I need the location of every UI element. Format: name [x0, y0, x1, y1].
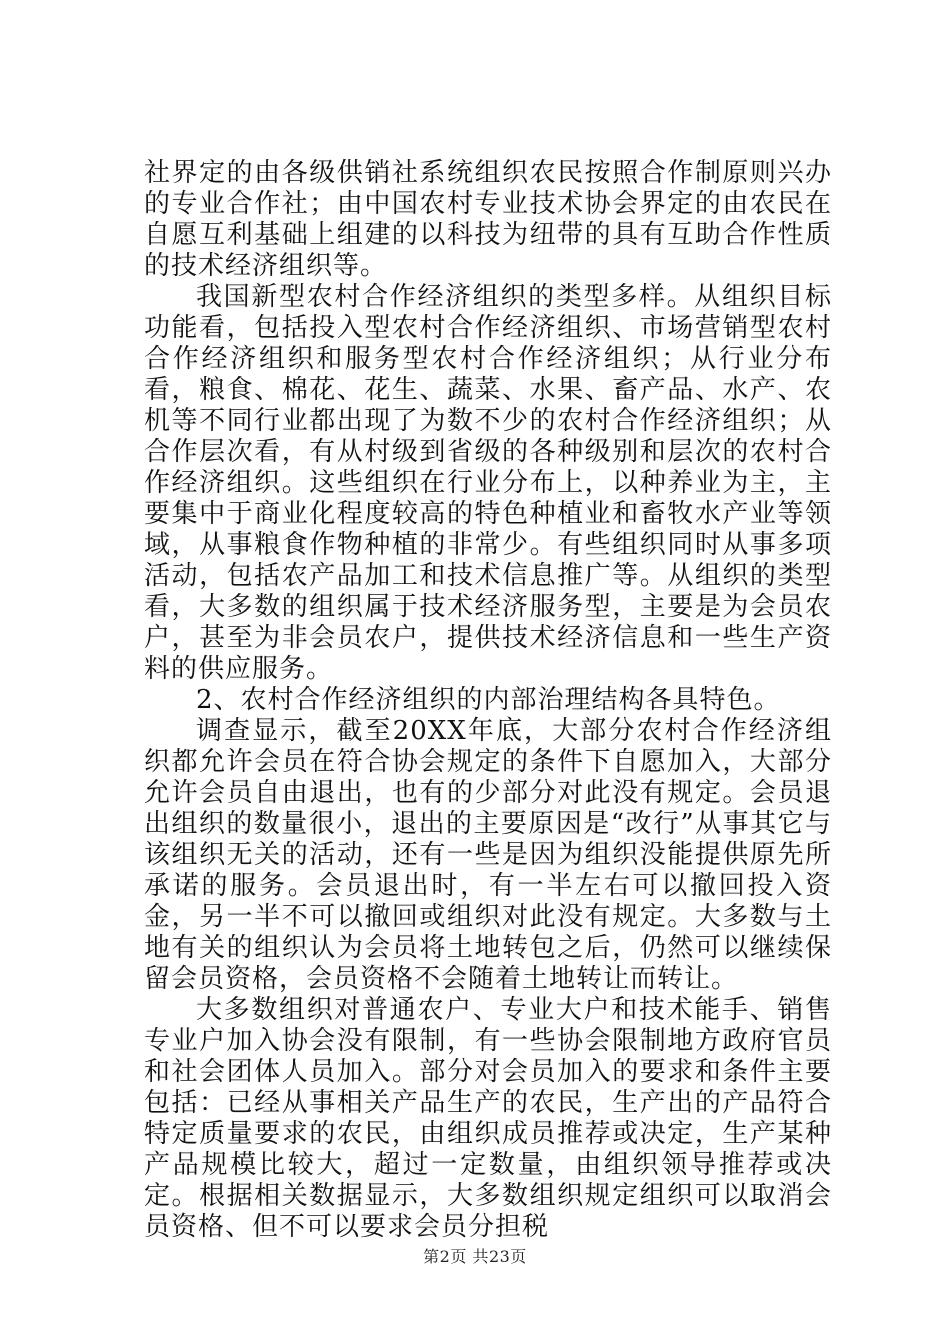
- paragraph-membership-requirements: 大多数组织对普通农户、专业大户和技术能手、销售专业户加入协会没有限制，有一些协会限制地方政府官员和社会团体人员加入。部分对会员加入的要求和条件主要包括：已经从事相关产品生产的农民，生产出的产品符合特定质量要求的农民，由组织成员推荐或决定，生产某种产品规模比较大，超过一定数量，由组织领导推荐或决定。根据相关数据显示，大多数组织规定组织可以取消会员资格、但不可以要求会员分担税: [144, 995, 832, 1242]
- paragraph-continued: 社界定的由各级供销社系统组织农民按照合作制原则兴办的专业合作社；由中国农村专业技术协会界定的由农民在自愿互利基础上组建的以科技为纽带的具有互助合作性质的技术经济组织等。: [144, 158, 832, 281]
- section-heading-governance: 2、农村合作经济组织的内部治理结构各具特色。: [196, 685, 781, 715]
- page-footer: 第2页 共23页: [423, 1247, 527, 1266]
- paragraph-survey-results: 调查显示，截至20XX年底，大部分农村合作经济组织都允许会员在符合协会规定的条件下自愿加入，大部分允许会员自由退出，也有的少部分对此没有规定。会员退出组织的数量很小，退出的主要原因是“改行”从事其它与该组织无关的活动，还有一些是因为组织没能提供原先所承诺的服务。会员退出时，有一半左右可以撤回投入资金，另一半不可以撤回或组织对此没有规定。大多数与土地有关的组织认为会员将土地转包之后，仍然可以继续保留会员资格，会员资格不会随着土地转让而转让。: [144, 716, 832, 994]
- document-body: [144, 158, 832, 1243]
- paragraph-organization-types: 我国新型农村合作经济组织的类型多样。从组织目标功能看，包括投入型农村合作经济组织、市场营销型农村合作经济组织和服务型农村合作经济组织；从行业分布看，粮食、棉花、花生、蔬菜、水果、畜产品、水产、农机等不同行业都出现了为数不少的农村合作经济组织；从合作层次看，有从村级到省级的各种级别和层次的农村合作经济组织。这些组织在行业分布上，以种养业为主，主要集中于商业化程度较高的特色种植业和畜牧水产业等领域，从事粮食作物种植的非常少。有些组织同时从事多项活动，包括农产品加工和技术信息推广等。从组织的类型看，大多数的组织属于技术经济服务型，主要是为会员农户，甚至为非会员农户，提供技术经济信息和一些生产资料的供应服务。: [144, 282, 832, 684]
